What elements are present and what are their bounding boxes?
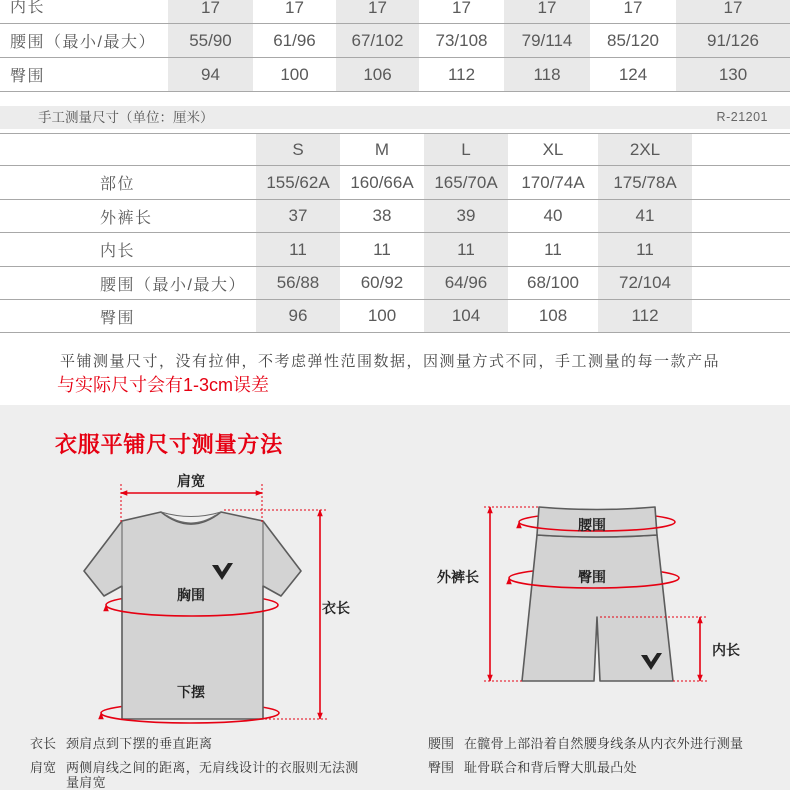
measurement-note: 平铺测量尺寸，没有拉伸，不考虑弹性范围数据，因测量方式不同，手工测量的每一款产品 xyxy=(60,353,721,370)
size-value-cell: 67/102 xyxy=(336,24,419,57)
size-value-cell: 17 xyxy=(168,0,253,23)
size-value-cell: 17 xyxy=(623,0,643,17)
definitions-left xyxy=(30,736,370,790)
size-value-cell: 112 xyxy=(598,300,692,332)
chest-label: 胸围 xyxy=(177,587,205,603)
size-value-cell: 170/74A xyxy=(521,172,585,192)
size-value-cell: 155/62A xyxy=(256,166,340,199)
size-value-cell: 41 xyxy=(598,200,692,232)
measurement-diagram xyxy=(0,405,790,790)
size-value-cell: 100 xyxy=(367,306,397,325)
size-value-cell: 72/104 xyxy=(598,267,692,299)
size-value-cell: 104 xyxy=(424,300,508,332)
header-label-cell xyxy=(0,134,256,165)
hip-label: 臀围 xyxy=(578,569,606,585)
size-value-cell: 61/96 xyxy=(273,30,316,50)
size-value-cell: 68/100 xyxy=(527,273,579,292)
product-code: R-21201 xyxy=(716,110,768,124)
size-value-cell: 112 xyxy=(447,64,476,84)
row-label: 内长 xyxy=(100,243,136,260)
size-value-cell: 130 xyxy=(676,58,790,91)
size-header-cell: S xyxy=(256,134,340,165)
size-value-cell: 39 xyxy=(424,200,508,232)
definition-item xyxy=(428,736,778,751)
size-value-cell: 91/126 xyxy=(676,24,790,57)
table-row xyxy=(0,200,790,233)
size-header-cell: 2XL xyxy=(598,134,692,165)
outseam-label: 外裤长 xyxy=(437,569,479,585)
size-value-cell: 11 xyxy=(544,239,562,259)
size-value-cell: 17 xyxy=(336,0,419,23)
definition-item xyxy=(428,760,778,775)
size-value-cell: 55/90 xyxy=(168,24,253,57)
table-row xyxy=(0,300,790,333)
table-row xyxy=(0,166,790,200)
definition-term: 衣长 xyxy=(30,736,57,751)
row-label: 臀围 xyxy=(100,309,136,327)
size-value-cell: 96 xyxy=(256,300,340,332)
definitions-right xyxy=(428,736,778,775)
size-value-cell: 17 xyxy=(504,0,590,23)
spacer-cell xyxy=(692,233,790,266)
size-value-cell: 118 xyxy=(504,58,590,91)
row-label: 内长 xyxy=(10,0,46,16)
size-value-cell: 73/108 xyxy=(435,30,488,50)
table-row xyxy=(0,58,790,92)
shorts-body xyxy=(522,535,673,681)
shorts-illustration xyxy=(522,507,673,681)
size-value-cell: 56/88 xyxy=(256,267,340,299)
size-value-cell: 60/92 xyxy=(360,273,404,292)
size-value-cell: 17 xyxy=(676,0,790,23)
size-value-cell: 124 xyxy=(618,64,648,84)
size-value-cell: 100 xyxy=(280,64,309,84)
spacer-cell xyxy=(692,267,790,299)
definition-term: 腰围 xyxy=(428,736,455,751)
size-value-cell: 175/78A xyxy=(598,166,692,199)
definition-desc: 两侧肩线之间的距离，无肩线设计的衣服则无法测量肩宽 xyxy=(66,760,359,790)
waist-label: 腰围 xyxy=(578,517,606,533)
size-value-cell: 160/66A xyxy=(350,172,414,192)
table-row xyxy=(0,233,790,267)
spacer-cell xyxy=(692,166,790,199)
measurement-error-note: 与实际尺寸会有1-3cm误差 xyxy=(57,375,270,395)
size-value-cell: 40 xyxy=(543,206,563,225)
size-value-cell: 11 xyxy=(256,233,340,266)
table-row xyxy=(0,0,790,24)
manual-measure-header xyxy=(0,106,790,129)
row-label: 腰围（最小/最大） xyxy=(10,34,156,51)
definition-term: 臀围 xyxy=(428,760,455,775)
top-size-table xyxy=(0,0,790,92)
size-header-cell: L xyxy=(424,134,508,165)
size-value-cell: 94 xyxy=(168,58,253,91)
definition-desc: 颈肩点到下摆的垂直距离 xyxy=(66,736,213,751)
hem-label: 下摆 xyxy=(177,684,205,700)
definition-item xyxy=(30,760,370,790)
size-value-cell: 17 xyxy=(285,0,304,17)
measure-method-title: 衣服平铺尺寸测量方法 xyxy=(55,432,284,457)
size-header-row xyxy=(0,134,790,166)
definition-desc: 耻骨联合和背后臀大肌最凸处 xyxy=(464,760,637,775)
row-label: 臀围 xyxy=(10,68,46,85)
size-value-cell: 64/96 xyxy=(424,267,508,299)
row-label: 腰围（最小/最大） xyxy=(100,276,246,294)
inseam-label: 内长 xyxy=(712,642,740,658)
size-value-cell: 79/114 xyxy=(504,24,590,57)
size-value-cell: 38 xyxy=(372,206,392,225)
manual-size-table xyxy=(0,133,790,333)
size-value-cell: 108 xyxy=(538,306,568,325)
spacer-cell xyxy=(692,200,790,232)
definition-item xyxy=(30,736,370,751)
size-value-cell: 17 xyxy=(452,0,471,17)
size-value-cell: 165/70A xyxy=(424,166,508,199)
size-value-cell: 11 xyxy=(373,239,391,259)
length-label: 衣长 xyxy=(322,600,350,616)
spacer-cell xyxy=(692,300,790,332)
table-row xyxy=(0,267,790,300)
shoulder-label: 肩宽 xyxy=(177,473,205,489)
spacer-cell xyxy=(692,134,790,165)
size-header-cell: XL xyxy=(542,139,564,159)
size-value-cell: 106 xyxy=(336,58,419,91)
size-value-cell: 37 xyxy=(256,200,340,232)
table-row xyxy=(0,24,790,58)
size-value-cell: 11 xyxy=(424,233,508,266)
size-value-cell: 11 xyxy=(598,233,692,266)
size-value-cell: 85/120 xyxy=(607,30,659,50)
row-label: 部位 xyxy=(100,176,136,193)
definition-desc: 在髋骨上部沿着自然腰身线条从内衣外进行测量 xyxy=(464,736,744,751)
manual-measure-title: 手工测量尺寸（单位：厘米） xyxy=(38,110,214,125)
definition-term: 肩宽 xyxy=(30,760,57,775)
size-header-cell: M xyxy=(374,139,390,159)
row-label: 外裤长 xyxy=(100,209,153,227)
tshirt-collar-back xyxy=(161,512,221,517)
